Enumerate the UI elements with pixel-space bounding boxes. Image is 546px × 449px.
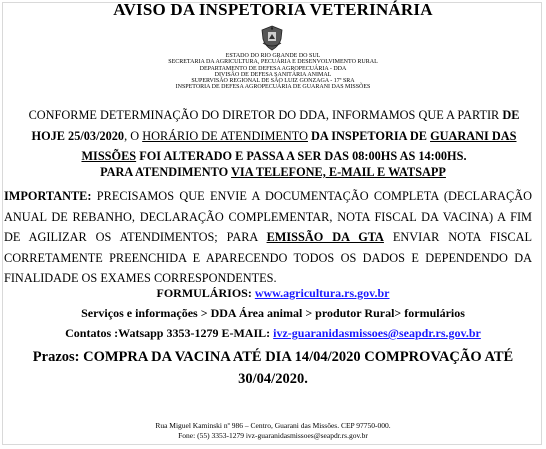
deadlines (0, 346, 546, 390)
institution-header (0, 53, 546, 91)
footer (0, 421, 546, 441)
deadline-line: 30/04/2020. (238, 371, 308, 387)
header-line: DIVISÃO DE DEFESA SANITÁRIA ANIMAL (214, 71, 332, 78)
contacts-line: Contatos :Watsapp 3353-1279 E-MAIL: ivz-guaranidasmissoes@seapdr.rs.gov.br (65, 326, 481, 340)
service-channels-line: PARA ATENDIMENTO VIA TELEFONE, E-MAIL E WATSAPP (100, 165, 446, 179)
important-paragraph: IMPORTANTE: PRECISAMOS QUE ENVIE A DOCUMENTAÇÃO COMPLETA (DECLARAÇÃO ANUAL DE REBANHO, DECLARAÇÃO COMPLEMENTAR, NOTA FISCAL DA VACINA) A FIM DE AGILIZAR OS ATENDIMENTOS; PARA EMISSÃO DA GTA ENVIAR NOTA FISCAL CORRETAMENTE PREENCHIDA E APARECENDO TODOS OS DADOS E DEPENDENDO DA FINALIDADE OS EXAMES CORRESPONDENTES. (4, 189, 533, 285)
header-line: SUPERVISÃO REGIONAL DE SÃO LUIZ GONZAGA - 17ª SRA (191, 78, 355, 85)
contact-email-link[interactable]: ivz-guaranidasmissoes@seapdr.rs.gov.br (273, 326, 481, 340)
footer-address: Rua Miguel Kaminski nº 986 – Centro, Guarani das Missões. CEP 97750-000. (155, 421, 391, 430)
footer-phone: Fone: (55) 3353-1279 ivz-guaranidasmissoes@seapdr.rs.gov.br (178, 431, 368, 440)
deadline-line: Prazos: COMPRA DA VACINA ATÉ DIA 14/04/2020 COMPROVAÇÃO ATÉ (32, 349, 514, 365)
state-coat-of-arms-icon (259, 25, 285, 51)
header-line: DEPARTAMENTO DE DEFESA AGROPECUÁRIA - DDA (199, 65, 347, 72)
header-line: INSPETORIA DE DEFESA AGROPECUÁRIA DE GUARANI DAS MISSÕES (175, 84, 371, 91)
header-line: ESTADO DO RIO GRANDE DO SUL (225, 53, 321, 59)
page-title: AVISO DA INSPETORIA VETERINÁRIA (113, 0, 433, 19)
header-line: SECRETARIA DA AGRICULTURA, PECUÁRIA E DESENVOLVIMENTO RURAL (168, 59, 378, 66)
services-path: Serviços e informações > DDA Área animal > produtor Rural> formulários (81, 306, 465, 320)
hours-change-paragraph: CONFORME DETERMINAÇÃO DO DIRETOR DO DDA, INFORMAMOS QUE A PARTIR DE HOJE 25/03/2020, O HORÁRIO DE ATENDIMENTO DA INSPETORIA DE GUARANI DAS MISSÕES FOI ALTERADO E PASSA A SER DAS 08:00HS AS 14:00HS. (28, 108, 520, 163)
forms-line: FORMULÁRIOS: www.agricultura.rs.gov.br (156, 286, 390, 300)
forms-link[interactable]: www.agricultura.rs.gov.br (254, 286, 390, 300)
